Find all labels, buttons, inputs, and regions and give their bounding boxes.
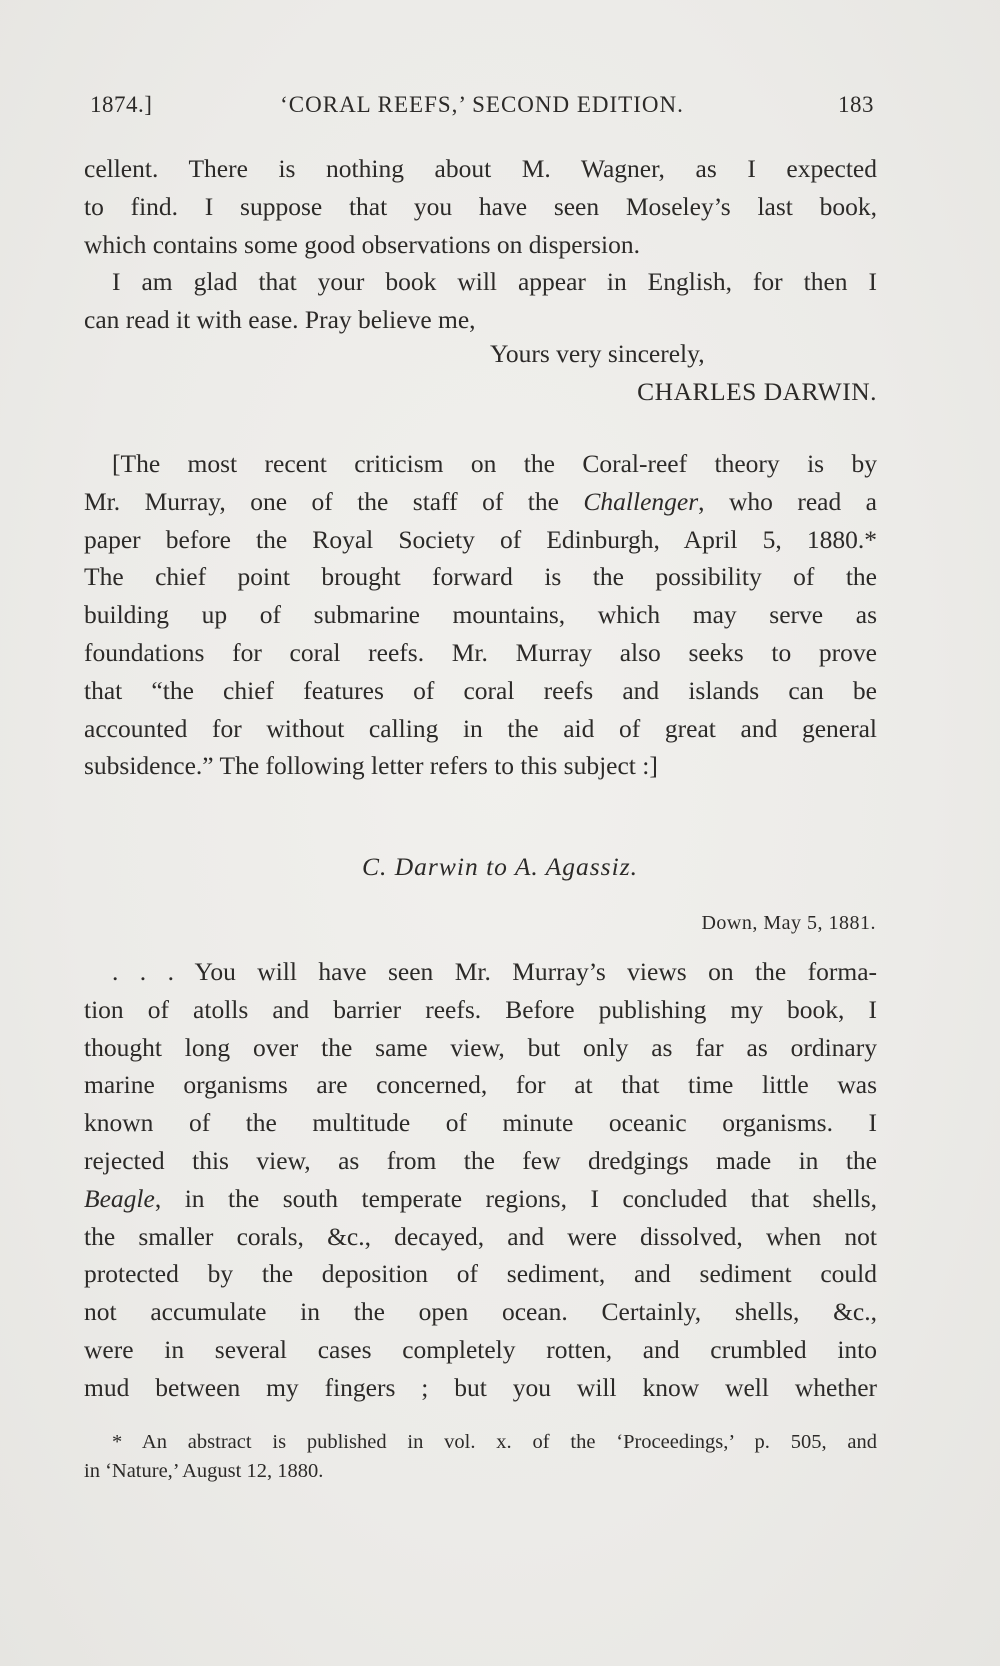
- page-number: 183: [838, 92, 874, 117]
- text-line: building up of submarine mountains, which may serve as: [84, 600, 877, 630]
- header-title: ‘CORAL REEFS,’ SECOND EDITION.: [280, 92, 684, 117]
- text-line: thought long over the same view, but only as far as ordinary: [84, 1032, 877, 1062]
- text-line: the smaller corals, &c., decayed, and were dissolved, when not: [84, 1221, 877, 1251]
- footnote: [84, 1428, 877, 1486]
- text-line: . . . You will have seen Mr. Murray’s views on the forma-: [112, 957, 877, 986]
- text-line: can read it with ease. Pray believe me,: [84, 305, 476, 335]
- text-line: were in several cases completely rotten, and crumbled into: [84, 1334, 877, 1364]
- text-line: that “the chief features of coral reefs and islands can be: [84, 675, 877, 705]
- text-line: protected by the deposition of sediment, and sediment could: [84, 1259, 877, 1289]
- text-line: accounted for without calling in the aid of great and general: [84, 713, 877, 743]
- text-line: which contains some good observations on dispersion.: [84, 229, 640, 259]
- text-line: mud between my fingers ; but you will know well whether: [84, 1372, 877, 1402]
- ship-name: Beagle: [84, 1183, 155, 1213]
- text-line: The chief point brought forward is the possibility of the: [84, 562, 877, 592]
- text-line: paper before the Royal Society of Edinburgh, April 5, 1880.*: [84, 524, 877, 554]
- text-line: to find. I suppose that you have seen Moseley’s last book,: [84, 191, 877, 221]
- text-line: cellent. There is nothing about M. Wagner, as I expected: [84, 154, 877, 183]
- footnote-line: in ‘Nature,’ August 12, 1880.: [84, 1460, 324, 1482]
- text-line: subsidence.” The following letter refers to this subject :]: [84, 751, 658, 781]
- header-year: 1874.]: [90, 92, 153, 117]
- closing-salutation: Yours very sincerely,: [490, 339, 705, 368]
- footnote-line: * An abstract is published in vol. x. of the ‘Proceedings,’ p. 505, and: [112, 1431, 877, 1453]
- running-header: [90, 92, 874, 122]
- text-line: [84, 1180, 877, 1218]
- text-line: foundations for coral reefs. Mr. Murray also seeks to prove: [84, 637, 877, 667]
- text-line: rejected this view, as from the few dredgings made in the: [84, 1145, 877, 1175]
- text-line: [84, 483, 877, 521]
- text-line: known of the multitude of minute oceanic organisms. I: [84, 1108, 877, 1138]
- text-line: [The most recent criticism on the Coral-reef theory is by: [112, 449, 877, 478]
- text-segment: , who read a: [698, 486, 877, 516]
- signature: CHARLES DARWIN.: [637, 377, 877, 406]
- letter-heading: C. Darwin to A. Agassiz.: [362, 852, 638, 881]
- text-segment: Mr. Murray, one of the staff of the: [84, 486, 584, 516]
- letter-body: [84, 953, 877, 1407]
- text-line: not accumulate in the open ocean. Certainly, shells, &c.,: [84, 1297, 877, 1327]
- text-segment: , in the south temperate regions, I concluded that shells,: [154, 1183, 877, 1213]
- letter-continuation: [84, 150, 877, 339]
- editorial-note: [84, 445, 877, 785]
- text-line: I am glad that your book will appear in English, for then I: [112, 267, 877, 297]
- text-line: tion of atolls and barrier reefs. Before publishing my book, I: [84, 994, 877, 1024]
- ship-name: Challenger: [583, 486, 699, 516]
- text-line: marine organisms are concerned, for at that time little was: [84, 1070, 877, 1100]
- letter-dateline: Down, May 5, 1881.: [701, 912, 876, 934]
